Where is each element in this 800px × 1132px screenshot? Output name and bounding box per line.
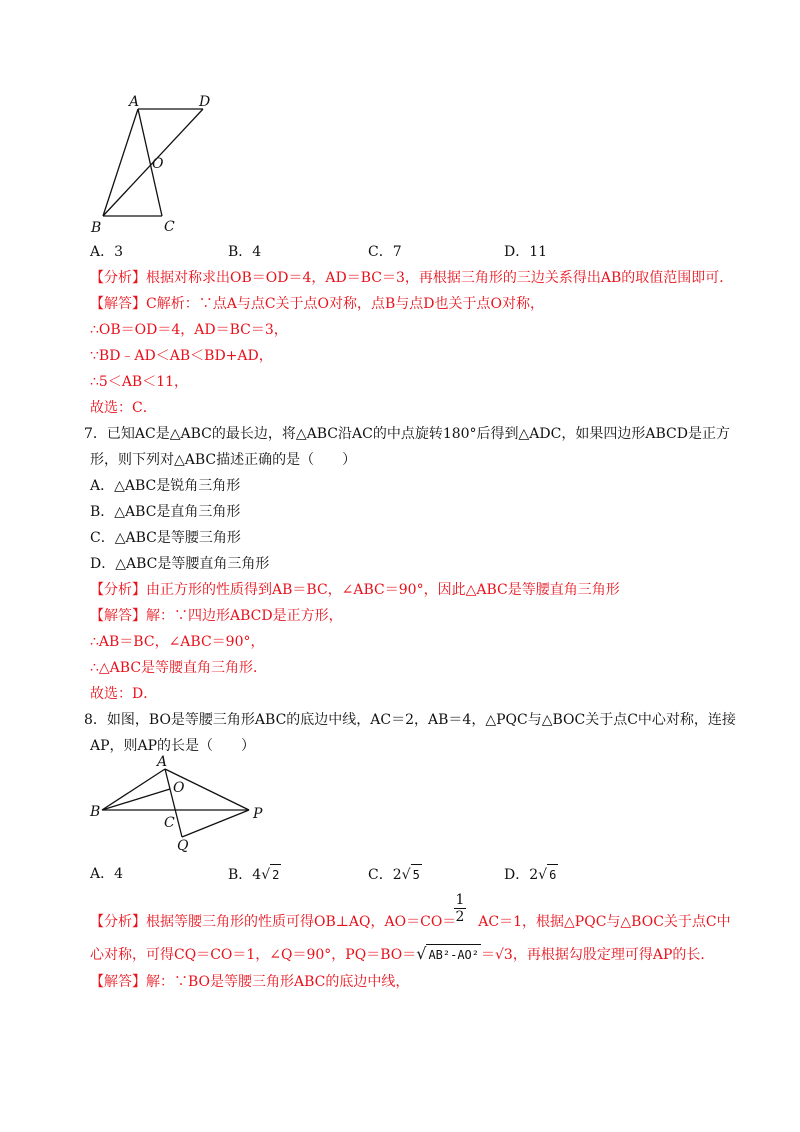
q7-stem-line-1: 7．已知AC是△ABC的最长边，将△ABC沿AC的中点旋转180°后得到△ADC，如果四边形ABCD是正方 [84, 426, 730, 442]
q7-option-c: C．△ABC是等腰三角形 [90, 530, 241, 546]
label-D: D [199, 94, 211, 110]
label-Q: Q [177, 838, 189, 852]
fraction-numerator: 1 [455, 892, 465, 908]
radical-sign-icon: √ [401, 867, 411, 883]
q8-option-b-coef: 4 [252, 867, 262, 883]
label-P: P [253, 806, 263, 822]
q8-option-d-letter: D． [504, 867, 530, 883]
q8-option-b-letter: B． [228, 867, 253, 883]
q8-option-a-letter: A． [90, 866, 115, 882]
q8-analysis-line-2 [90, 944, 714, 964]
q8-analysis-line-1 [90, 912, 731, 932]
q6-option-b: B．4 [228, 244, 262, 260]
q8-option-c [368, 864, 422, 885]
q8-analysis-line-2-end: ＝√3，再根据勾股定理可得AP的长． [481, 947, 715, 963]
q8-analysis-line-1-start: 【分析】根据等腰三角形的性质可得OB⊥AQ，AO＝CO＝ [90, 914, 457, 930]
q6-answer-line-4: ∴5＜AB＜11， [90, 374, 189, 390]
q7-answer-line-3: ∴△ABC是等腰直角三角形． [90, 660, 268, 676]
q6-option-d: D．11 [504, 244, 548, 260]
q8-figure [85, 752, 275, 852]
q8-option-c-letter: C． [368, 867, 393, 883]
q7-option-d: D．△ABC是等腰直角三角形 [90, 556, 270, 572]
q6-option-a: A．3 [90, 244, 124, 260]
segment-BA [102, 769, 165, 810]
q8-stem-line-1: 8．如图，BO是等腰三角形ABC的底边中线，AC＝2，AB＝4，△PQC与△BOC关于点C中心对称，连接 [84, 712, 736, 728]
radical-sign-icon: √ [538, 867, 548, 883]
q6-answer-line-3: ∵BD﹣AD＜AB＜BD+AD， [90, 348, 273, 364]
fraction-denominator: 2 [455, 909, 465, 925]
label-O: O [173, 780, 185, 796]
label-O: O [152, 156, 164, 172]
q6-option-c: C．7 [368, 244, 402, 260]
segment-AB [103, 109, 138, 216]
q8-analysis-line-1-end: AC＝1，根据△PQC与△BOC关于点C中 [478, 914, 731, 930]
q6-choose: 故选：C． [90, 400, 157, 416]
q6-answer-line-2: ∴OB＝OD＝4，AD＝BC＝3， [90, 322, 288, 338]
q8-option-d [504, 864, 558, 885]
label-C: C [164, 815, 175, 831]
segment-QP [182, 810, 249, 837]
q6-answer-line-1: 【解答】C解析：∵点A与点C关于点O对称，点B与点D也关于点O对称， [90, 296, 545, 312]
label-C: C [164, 219, 175, 235]
q8-option-d-coef: 2 [529, 867, 539, 883]
label-A: A [129, 94, 140, 110]
segment-BO [102, 789, 170, 810]
radical-sign-icon: √ [261, 867, 271, 883]
q8-sqrt-expression: AB²-AO² [426, 944, 481, 965]
q8-option-d-radicand: 6 [547, 864, 558, 885]
q7-option-a: A．△ABC是锐角三角形 [90, 478, 241, 494]
q6-analysis: 【分析】根据对称求出OB＝OD＝4，AD＝BC＝3，再根据三角形的三边关系得出AB的取值范围即可． [90, 270, 734, 286]
q7-analysis: 【分析】由正方形的性质得到AB＝BC，∠ABC＝90°，因此△ABC是等腰直角三角形 [90, 582, 620, 598]
label-B: B [90, 804, 101, 820]
q8-option-c-coef: 2 [392, 867, 402, 883]
q7-answer-line-1: 【解答】解：∵四边形ABCD是正方形， [90, 608, 343, 624]
q8-option-c-radicand: 5 [411, 864, 422, 885]
q7-answer-line-2: ∴AB＝BC，∠ABC＝90°， [90, 634, 265, 650]
q7-stem-line-2: 形，则下列对△ABC描述正确的是（ ） [90, 452, 357, 468]
q7-option-b: B．△ABC是直角三角形 [90, 504, 241, 520]
q8-option-b-radicand: 2 [270, 864, 281, 885]
label-B: B [91, 220, 102, 236]
q8-analysis-line-2-start: 心对称，可得CQ＝CO＝1，∠Q＝90°，PQ＝BO＝ [90, 947, 417, 963]
label-A: A [157, 754, 168, 770]
q8-option-a-value: 4 [114, 866, 124, 882]
q8-stem-line-2: AP，则AP的长是（ ） [90, 738, 256, 754]
q6-figure [85, 90, 235, 240]
q8-option-a [90, 864, 123, 884]
q8-answer-line-1: 【解答】解：∵BO是等腰三角形ABC的底边中线， [90, 974, 410, 990]
q8-option-b [228, 864, 281, 885]
radical-sign-icon: √ [416, 944, 427, 963]
q7-choose: 故选：D． [90, 686, 158, 702]
